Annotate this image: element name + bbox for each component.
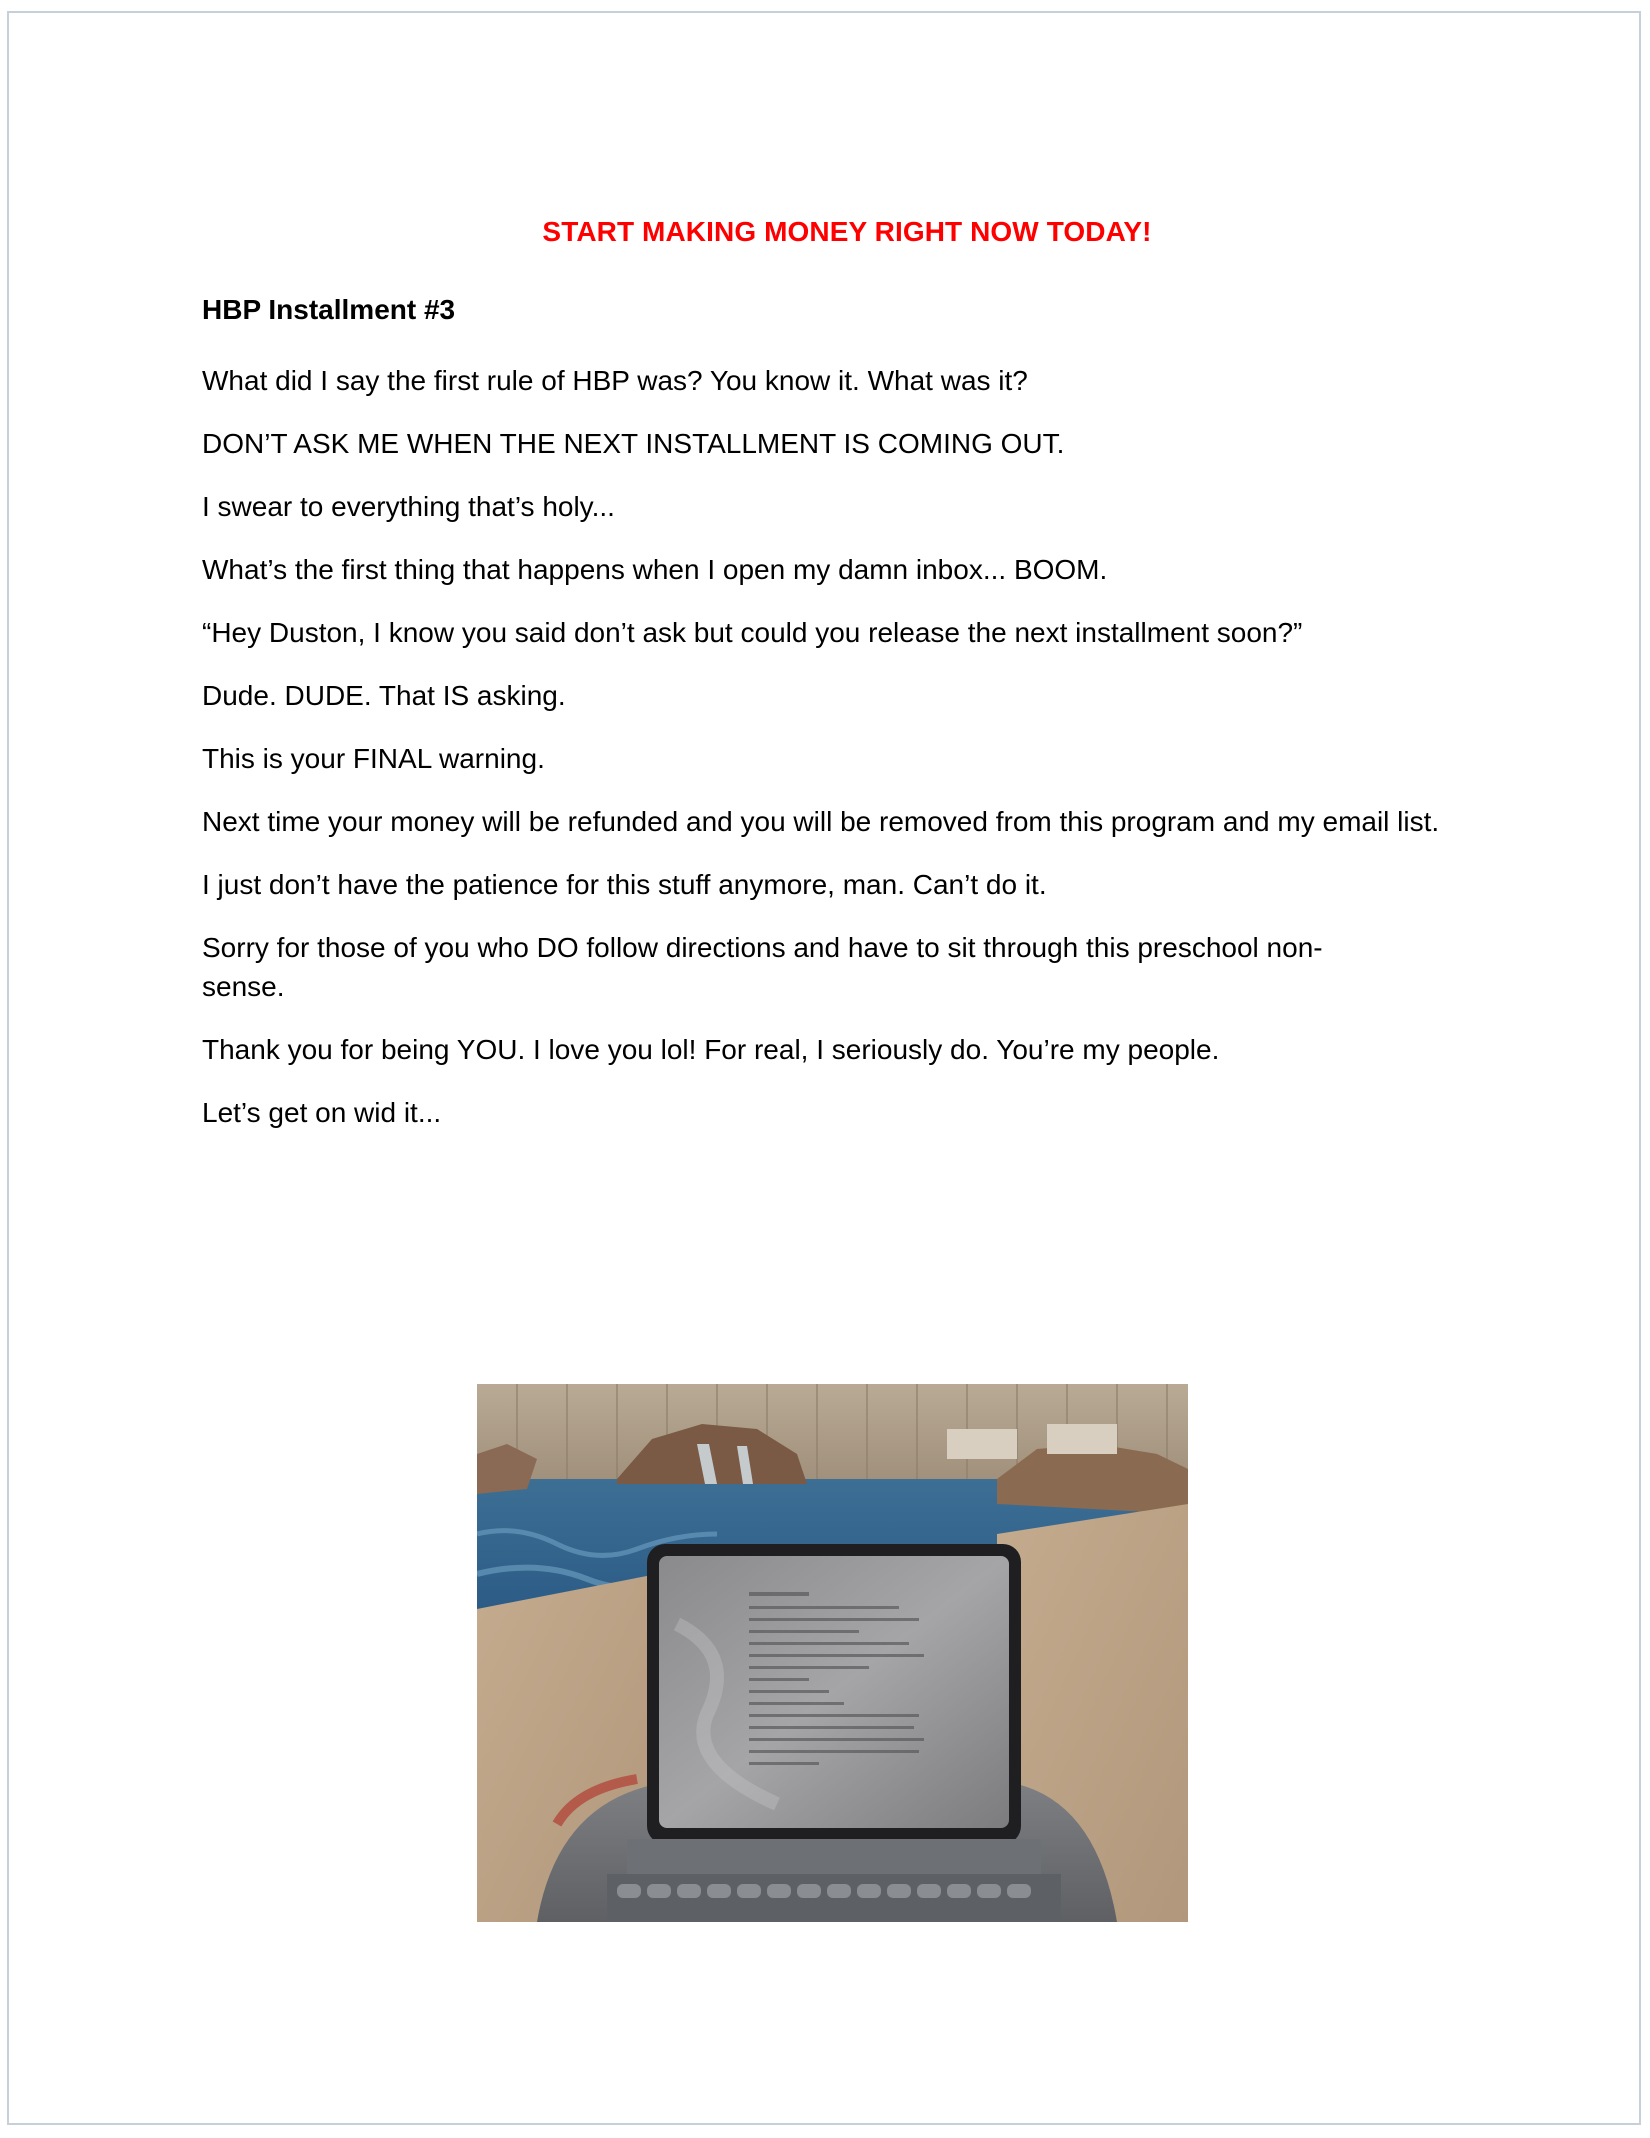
paragraph: I just don’t have the patience for this stuff anymore, man. Can’t do it.	[202, 869, 1047, 900]
paragraph: What did I say the first rule of HBP was? You know it. What was it?	[202, 365, 1028, 396]
document-body	[202, 205, 1492, 1132]
paragraph: Dude. DUDE. That IS asking.	[202, 680, 566, 711]
paragraph: Sorry for those of you who DO follow directions and have to sit through this preschool non-sense.	[202, 932, 1323, 1002]
photo-icon	[477, 1384, 1188, 1922]
paragraph: What’s the first thing that happens when I open my damn inbox... BOOM.	[202, 554, 1108, 585]
photo-tablet-by-pool	[477, 1384, 1188, 1922]
paragraph: DON’T ASK ME WHEN THE NEXT INSTALLMENT IS COMING OUT.	[202, 428, 1065, 459]
headline: START MAKING MONEY RIGHT NOW TODAY!	[542, 216, 1152, 247]
paragraph: Thank you for being YOU. I love you lol! For real, I seriously do. You’re my people.	[202, 1034, 1220, 1065]
document-page	[7, 11, 1641, 2125]
paragraph: Next time your money will be refunded and you will be removed from this program and my email list.	[202, 806, 1440, 837]
installment-title: HBP Installment #3	[202, 294, 456, 325]
paragraph: I swear to everything that’s holy...	[202, 491, 615, 522]
paragraph: “Hey Duston, I know you said don’t ask but could you release the next installment soon?”	[202, 617, 1303, 648]
paragraph: Let’s get on wid it...	[202, 1097, 442, 1128]
paragraph: This is your FINAL warning.	[202, 743, 545, 774]
